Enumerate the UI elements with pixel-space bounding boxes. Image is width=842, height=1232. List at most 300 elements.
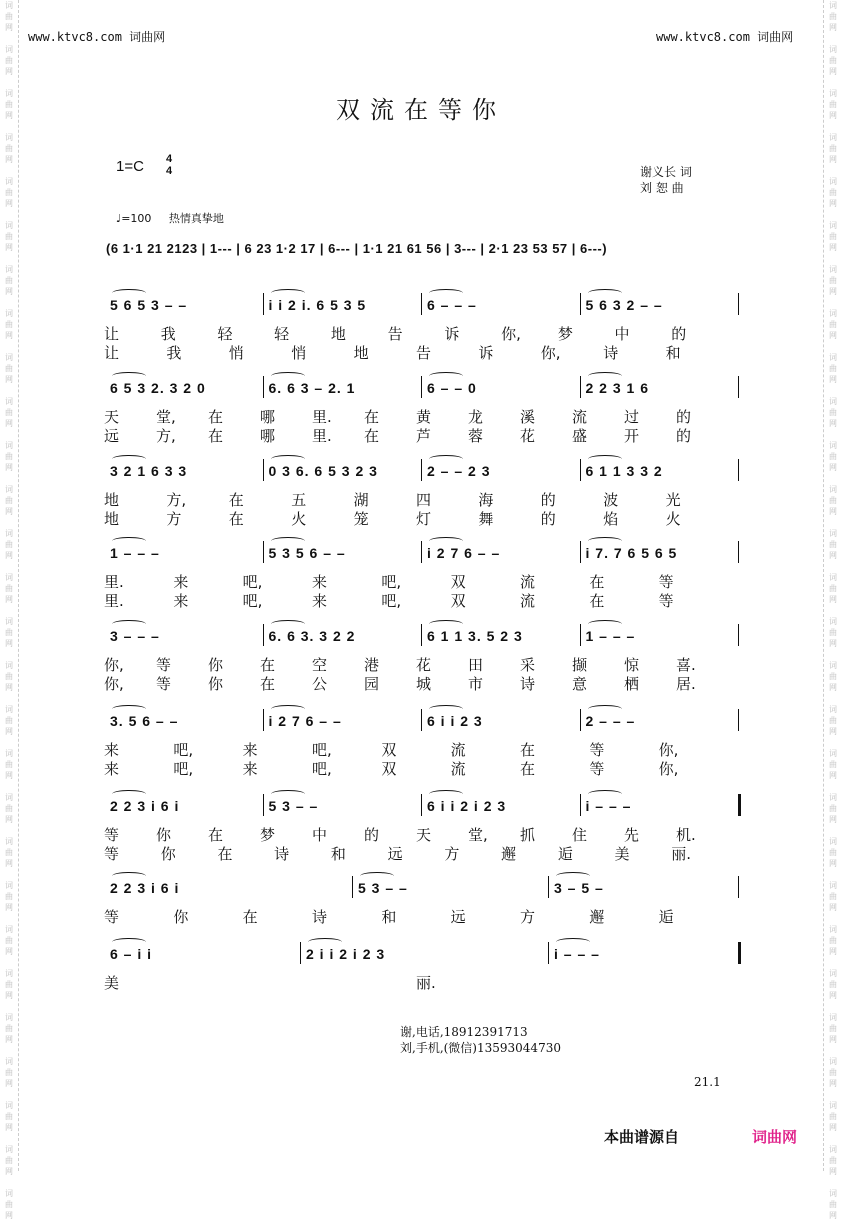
lyric-syllable: 你, xyxy=(658,741,679,759)
side-watermark-char: 曲 xyxy=(829,144,837,153)
measure-notes: 5 6 5 3 – – xyxy=(110,297,188,313)
song-title: 双流在等你 xyxy=(336,96,506,124)
lyric-syllable: 流 xyxy=(572,408,588,426)
lyric-syllable: 诗 xyxy=(312,908,328,926)
key-signature: 1=C xyxy=(116,158,144,175)
side-watermark-char: 曲 xyxy=(5,1200,13,1209)
lyric-syllable: 悄 xyxy=(291,344,307,362)
lyric-syllable: 意 xyxy=(572,675,588,693)
lyric-syllable: 等 xyxy=(658,573,674,591)
side-watermark-char: 词 xyxy=(5,1,13,10)
side-watermark-char: 曲 xyxy=(829,716,837,725)
lyric-syllable: 舞 xyxy=(478,510,494,528)
side-watermark-gap xyxy=(2,825,16,836)
side-watermark-gap xyxy=(826,1089,840,1100)
lyric-syllable: 光 xyxy=(665,491,681,509)
measure-notes: 5 3 – – xyxy=(358,880,408,896)
lyric-syllable: 远 xyxy=(104,427,120,445)
lyric-syllable: 方 xyxy=(444,845,460,863)
measure-notes: 6 – i i xyxy=(110,946,153,962)
lyric-syllable: 机. xyxy=(676,826,696,844)
side-watermark-char: 曲 xyxy=(829,12,837,21)
slur-mark xyxy=(588,620,622,628)
measure-notes: i – – – xyxy=(585,798,632,814)
lyric-syllable: 等 xyxy=(156,675,172,693)
side-watermark-char: 网 xyxy=(5,287,13,296)
lyric-syllable: 轻 xyxy=(274,325,290,343)
bar-line xyxy=(263,293,264,315)
contact-line-2: 刘,手机,(微信)13593044730 xyxy=(400,1041,561,1055)
side-watermark-char: 词 xyxy=(829,397,837,406)
lyric-syllable: 来 xyxy=(242,760,258,778)
side-watermark-char: 网 xyxy=(829,551,837,560)
bar-line xyxy=(421,293,422,315)
side-watermark-char: 网 xyxy=(5,419,13,428)
side-watermark-char: 曲 xyxy=(829,56,837,65)
lyric-syllable: 你 xyxy=(208,656,224,674)
side-watermark-char: 曲 xyxy=(829,1112,837,1121)
side-watermark-char: 网 xyxy=(829,463,837,472)
side-watermark-gap xyxy=(826,209,840,220)
side-watermark-gap xyxy=(2,1089,16,1100)
footer-source-label: 本曲谱源自 xyxy=(604,1128,680,1146)
slur-mark xyxy=(112,790,146,798)
measure-notes: 6 – – – xyxy=(427,297,477,313)
side-watermark-char: 曲 xyxy=(5,672,13,681)
measure-notes: 2 2 3 i 6 i xyxy=(110,798,180,814)
side-watermark-char: 曲 xyxy=(5,276,13,285)
lyric-syllable: 在 xyxy=(228,491,244,509)
lyric-syllable: 的 xyxy=(671,325,687,343)
lyric-syllable: 你, xyxy=(658,760,679,778)
lyric-syllable: 在 xyxy=(242,908,258,926)
lyric-syllable: 吧, xyxy=(242,592,263,610)
side-watermark-char: 词 xyxy=(5,1189,13,1198)
side-watermark-char: 网 xyxy=(5,815,13,824)
end-bar-line xyxy=(738,293,739,315)
lyric-syllable: 火 xyxy=(291,510,307,528)
lyric-syllable: 吧, xyxy=(173,760,194,778)
lyric-syllable: 美 xyxy=(614,845,630,863)
lyric-syllable: 双 xyxy=(450,573,466,591)
lyric-syllable: 的 xyxy=(540,491,556,509)
lyric-syllable: 美 xyxy=(104,974,120,992)
side-watermark-gap xyxy=(826,165,840,176)
side-watermark-char: 网 xyxy=(829,1035,837,1044)
lyric-syllable: 的 xyxy=(676,408,692,426)
side-watermark-gap xyxy=(2,605,16,616)
measure-notes: 0 3 6. 6 5 3 2 3 xyxy=(268,463,378,479)
slur-mark xyxy=(112,872,146,880)
lyric-syllable: 流 xyxy=(520,573,536,591)
side-watermark-gap xyxy=(826,649,840,660)
lyric-syllable: 田 xyxy=(468,656,484,674)
lyric-syllable: 在 xyxy=(208,427,224,445)
measure-notes: 2 – – 2 3 xyxy=(427,463,491,479)
side-watermark-char: 词 xyxy=(829,529,837,538)
lyric-syllable: 盛 xyxy=(572,427,588,445)
lyric-syllable: 园 xyxy=(364,675,380,693)
lyric-syllable: 丽. xyxy=(416,974,436,992)
lyric-syllable: 在 xyxy=(260,675,276,693)
header-site-right[interactable]: www.ktvc8.com 词曲网 xyxy=(656,30,794,44)
side-watermark-char: 曲 xyxy=(5,1156,13,1165)
lyric-syllable: 里. xyxy=(104,592,124,610)
lyric-syllable: 来 xyxy=(312,592,328,610)
side-watermark-char: 词 xyxy=(5,881,13,890)
side-watermark-char: 词 xyxy=(5,969,13,978)
side-watermark-gap xyxy=(826,297,840,308)
side-watermark-char: 词 xyxy=(5,309,13,318)
side-watermark-gap xyxy=(2,1221,16,1232)
side-watermark-char: 网 xyxy=(5,859,13,868)
measure-notes: i 2 7 6 – – xyxy=(427,545,501,561)
side-watermark-char: 词 xyxy=(829,969,837,978)
lyric-syllable: 轻 xyxy=(217,325,233,343)
side-watermark-char: 曲 xyxy=(829,760,837,769)
side-watermark-char: 网 xyxy=(5,243,13,252)
side-watermark-char: 曲 xyxy=(5,804,13,813)
lyric-syllable: 双 xyxy=(381,760,397,778)
side-watermark-char: 网 xyxy=(829,771,837,780)
side-watermark-gap xyxy=(2,561,16,572)
lyric-syllable: 港 xyxy=(364,656,380,674)
side-watermark-char: 网 xyxy=(5,595,13,604)
slur-mark xyxy=(112,620,146,628)
lyric-syllable: 焰 xyxy=(603,510,619,528)
lyric-syllable: 在 xyxy=(364,427,380,445)
lyric-syllable: 你 xyxy=(160,845,176,863)
side-watermark-char: 网 xyxy=(829,287,837,296)
lyric-syllable: 先 xyxy=(624,826,640,844)
side-watermark-gap xyxy=(826,473,840,484)
slur-mark xyxy=(112,372,146,380)
lyric-syllable: 等 xyxy=(658,592,674,610)
side-watermark-char: 曲 xyxy=(5,936,13,945)
side-watermark-char: 词 xyxy=(5,1101,13,1110)
side-watermark-char: 词 xyxy=(829,573,837,582)
end-bar-line xyxy=(738,876,739,898)
slur-mark xyxy=(271,790,305,798)
side-watermark-char: 曲 xyxy=(5,628,13,637)
side-watermark-char: 曲 xyxy=(829,100,837,109)
slur-mark xyxy=(271,705,305,713)
measure-notes: 1 – – – xyxy=(585,628,636,644)
measure-notes: 6 i i 2 i 2 3 xyxy=(427,798,507,814)
measure-notes: 6 1 1 3 3 2 xyxy=(585,463,663,479)
lyric-syllable: 诗 xyxy=(520,675,536,693)
lyric-syllable: 等 xyxy=(104,826,120,844)
end-bar-line xyxy=(738,709,739,731)
footer-site-logo[interactable]: 词曲网 xyxy=(752,1128,798,1146)
side-watermark-char: 曲 xyxy=(5,496,13,505)
measure-notes: 6 1 1 3. 5 2 3 xyxy=(427,628,523,644)
side-watermark-gap xyxy=(2,209,16,220)
side-watermark-char: 曲 xyxy=(829,892,837,901)
side-watermark-char: 词 xyxy=(5,705,13,714)
bar-line xyxy=(263,794,264,816)
lyric-syllable: 地 xyxy=(104,491,120,509)
left-side-watermark xyxy=(2,0,16,1220)
side-watermark-char: 网 xyxy=(5,947,13,956)
measure-notes: i – – – xyxy=(554,946,600,962)
lyric-syllable: 地 xyxy=(104,510,120,528)
side-watermark-char: 曲 xyxy=(5,188,13,197)
side-watermark-char: 曲 xyxy=(829,496,837,505)
lyric-syllable: 来 xyxy=(104,741,120,759)
side-watermark-char: 网 xyxy=(829,331,837,340)
side-watermark-char: 曲 xyxy=(5,848,13,857)
lyric-syllable: 逅 xyxy=(557,845,573,863)
bar-line xyxy=(548,942,549,964)
side-watermark-char: 词 xyxy=(5,617,13,626)
lyric-syllable: 堂, xyxy=(468,826,488,844)
bar-line xyxy=(263,459,264,481)
side-watermark-char: 词 xyxy=(829,133,837,142)
lyric-syllable: 吧, xyxy=(312,741,332,759)
side-watermark-gap xyxy=(2,165,16,176)
side-watermark-char: 词 xyxy=(5,837,13,846)
end-bar-line xyxy=(738,794,741,816)
side-watermark-gap xyxy=(2,957,16,968)
side-watermark-char: 词 xyxy=(5,661,13,670)
lyric-syllable: 吧, xyxy=(381,573,402,591)
lyric-syllable: 龙 xyxy=(468,408,484,426)
bar-line xyxy=(421,459,422,481)
lyric-syllable: 在 xyxy=(589,592,605,610)
side-watermark-char: 网 xyxy=(829,815,837,824)
side-watermark-char: 曲 xyxy=(5,892,13,901)
lyric-syllable: 远 xyxy=(387,845,403,863)
measure-notes: 6. 6 3. 3 2 2 xyxy=(268,628,356,644)
bar-line xyxy=(263,541,264,563)
lyric-syllable: 撷 xyxy=(572,656,588,674)
side-watermark-char: 网 xyxy=(5,1167,13,1176)
bar-line xyxy=(580,541,581,563)
side-watermark-char: 曲 xyxy=(829,1200,837,1209)
slur-mark xyxy=(588,455,622,463)
side-watermark-char: 网 xyxy=(829,1167,837,1176)
side-watermark-char: 曲 xyxy=(5,716,13,725)
side-watermark-char: 网 xyxy=(829,595,837,604)
end-bar-line xyxy=(738,942,741,964)
side-watermark-gap xyxy=(2,781,16,792)
side-watermark-char: 网 xyxy=(5,771,13,780)
lyric-syllable: 花 xyxy=(520,427,536,445)
side-watermark-char: 词 xyxy=(5,1057,13,1066)
side-watermark-gap xyxy=(826,561,840,572)
measure-notes: 2 i i 2 i 2 3 xyxy=(306,946,386,962)
slur-mark xyxy=(588,537,622,545)
side-watermark-char: 网 xyxy=(829,67,837,76)
side-watermark-char: 词 xyxy=(829,177,837,186)
side-watermark-char: 词 xyxy=(5,441,13,450)
side-watermark-gap xyxy=(2,869,16,880)
side-watermark-gap xyxy=(826,913,840,924)
side-watermark-char: 曲 xyxy=(5,12,13,21)
side-watermark-gap xyxy=(826,341,840,352)
end-bar-line xyxy=(738,624,739,646)
side-watermark-char: 曲 xyxy=(5,452,13,461)
side-watermark-char: 曲 xyxy=(829,320,837,329)
side-watermark-char: 曲 xyxy=(5,144,13,153)
side-watermark-gap xyxy=(826,1133,840,1144)
side-watermark-char: 曲 xyxy=(829,980,837,989)
side-watermark-char: 网 xyxy=(5,1211,13,1220)
measure-notes: 5 6 3 2 – – xyxy=(585,297,663,313)
side-watermark-char: 网 xyxy=(5,23,13,32)
bar-line xyxy=(263,624,264,646)
side-watermark-char: 曲 xyxy=(5,100,13,109)
side-watermark-gap xyxy=(2,913,16,924)
lyric-syllable: 天 xyxy=(416,826,432,844)
side-watermark-gap xyxy=(826,825,840,836)
bar-line xyxy=(580,376,581,398)
side-watermark-char: 网 xyxy=(5,551,13,560)
measure-notes: 1 – – – xyxy=(110,545,160,561)
side-watermark-char: 词 xyxy=(5,485,13,494)
side-watermark-char: 网 xyxy=(829,199,837,208)
side-watermark-char: 网 xyxy=(829,23,837,32)
measure-notes: 2 – – – xyxy=(585,713,636,729)
lyric-syllable: 诗 xyxy=(274,845,290,863)
side-watermark-char: 曲 xyxy=(5,760,13,769)
side-watermark-gap xyxy=(826,517,840,528)
bar-line xyxy=(580,624,581,646)
side-watermark-char: 曲 xyxy=(829,232,837,241)
side-watermark-char: 网 xyxy=(829,639,837,648)
side-watermark-gap xyxy=(826,869,840,880)
lyric-syllable: 地 xyxy=(353,344,369,362)
side-watermark-gap xyxy=(2,33,16,44)
side-watermark-char: 曲 xyxy=(829,364,837,373)
side-watermark-char: 词 xyxy=(5,177,13,186)
lyric-syllable: 哪 xyxy=(260,408,276,426)
bar-line xyxy=(548,876,549,898)
bar-line xyxy=(263,376,264,398)
lyric-syllable: 远 xyxy=(450,908,466,926)
lyric-syllable: 诗 xyxy=(603,344,619,362)
side-watermark-char: 曲 xyxy=(5,364,13,373)
side-watermark-char: 网 xyxy=(829,375,837,384)
slur-mark xyxy=(429,537,463,545)
side-watermark-char: 词 xyxy=(829,793,837,802)
measure-notes: 3. 5 6 – – xyxy=(110,713,179,729)
side-watermark-char: 网 xyxy=(5,507,13,516)
time-denominator: 4 xyxy=(166,165,173,177)
time-signature xyxy=(166,153,172,177)
side-watermark-char: 网 xyxy=(5,1123,13,1132)
side-watermark-gap xyxy=(2,473,16,484)
lyric-syllable: 告 xyxy=(387,325,403,343)
lyric-syllable: 喜. xyxy=(676,656,696,674)
side-watermark-char: 曲 xyxy=(829,848,837,857)
side-watermark-char: 网 xyxy=(5,727,13,736)
side-watermark-char: 词 xyxy=(829,837,837,846)
lyric-syllable: 等 xyxy=(156,656,172,674)
side-watermark-char: 网 xyxy=(829,991,837,1000)
side-watermark-gap xyxy=(826,77,840,88)
bar-line xyxy=(352,876,353,898)
side-watermark-char: 网 xyxy=(829,947,837,956)
side-watermark-gap xyxy=(2,1001,16,1012)
side-watermark-gap xyxy=(826,781,840,792)
slur-mark xyxy=(112,289,146,297)
tempo-value: ♩=100 xyxy=(116,212,152,225)
lyric-syllable: 吧, xyxy=(381,592,402,610)
side-watermark-char: 网 xyxy=(5,683,13,692)
lyric-syllable: 丽. xyxy=(671,845,692,863)
lyric-syllable: 来 xyxy=(104,760,120,778)
lyric-syllable: 城 xyxy=(416,675,432,693)
side-watermark-char: 曲 xyxy=(5,980,13,989)
lyric-syllable: 在 xyxy=(217,845,233,863)
side-watermark-char: 网 xyxy=(5,463,13,472)
side-watermark-char: 词 xyxy=(829,1145,837,1154)
lyric-syllable: 梦 xyxy=(260,826,276,844)
side-watermark-char: 词 xyxy=(5,573,13,582)
measure-notes: 5 3 5 6 – – xyxy=(268,545,346,561)
lyric-syllable: 四 xyxy=(416,491,432,509)
lyric-syllable: 我 xyxy=(160,325,176,343)
side-watermark-char: 网 xyxy=(829,859,837,868)
right-dashed-line xyxy=(823,0,824,1171)
lyric-syllable: 黄 xyxy=(416,408,432,426)
header-site-left[interactable]: www.ktvc8.com 词曲网 xyxy=(28,30,166,44)
lyric-syllable: 方, xyxy=(166,491,187,509)
bar-line xyxy=(421,541,422,563)
slur-mark xyxy=(588,289,622,297)
lyric-syllable: 的 xyxy=(676,427,692,445)
measure-notes: 6 5 3 2. 3 2 0 xyxy=(110,380,206,396)
side-watermark-gap xyxy=(826,1221,840,1232)
lyric-syllable: 你, xyxy=(104,656,124,674)
side-watermark-char: 词 xyxy=(829,705,837,714)
measure-notes: 6 i i 2 3 xyxy=(427,713,483,729)
lyric-syllable: 在 xyxy=(260,656,276,674)
side-watermark-char: 网 xyxy=(829,1123,837,1132)
lyric-syllable: 吧, xyxy=(173,741,194,759)
lyric-syllable: 居. xyxy=(676,675,696,693)
lyric-syllable: 你 xyxy=(156,826,172,844)
intro-line: (6 1·1 21 2123 | 1--- | 6 23 1·2 17 | 6--- | 1·1 21 61 56 | 3--- | 2·1 23 53 57 | 6---) xyxy=(106,241,608,256)
side-watermark-gap xyxy=(2,341,16,352)
side-watermark-gap xyxy=(826,1045,840,1056)
lyric-syllable: 让 xyxy=(104,344,120,362)
bar-line xyxy=(263,709,264,731)
side-watermark-char: 词 xyxy=(829,353,837,362)
side-watermark-char: 曲 xyxy=(5,1024,13,1033)
side-watermark-gap xyxy=(826,605,840,616)
lyric-syllable: 在 xyxy=(589,573,605,591)
lyric-syllable: 流 xyxy=(450,741,466,759)
side-watermark-char: 词 xyxy=(829,617,837,626)
side-watermark-char: 曲 xyxy=(829,584,837,593)
lyric-syllable: 的 xyxy=(540,510,556,528)
side-watermark-gap xyxy=(2,649,16,660)
side-watermark-char: 词 xyxy=(829,1013,837,1022)
lyric-syllable: 湖 xyxy=(353,491,369,509)
side-watermark-gap xyxy=(2,1133,16,1144)
side-watermark-char: 网 xyxy=(5,199,13,208)
side-watermark-gap xyxy=(826,33,840,44)
side-watermark-char: 词 xyxy=(5,89,13,98)
measure-notes: i i 2 i. 6 5 3 5 xyxy=(268,297,367,313)
side-watermark-char: 网 xyxy=(5,991,13,1000)
side-watermark-gap xyxy=(2,1045,16,1056)
bar-line xyxy=(580,293,581,315)
lyric-syllable: 流 xyxy=(450,760,466,778)
